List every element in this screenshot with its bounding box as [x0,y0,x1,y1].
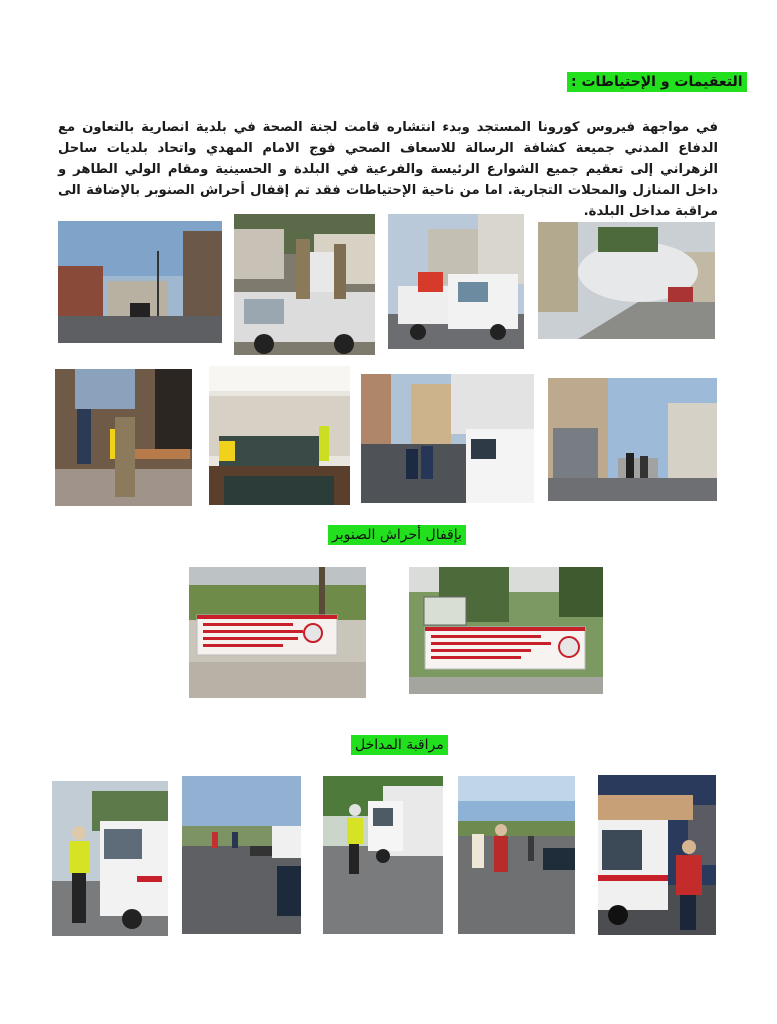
photo-truck-spraying-1 [234,214,375,355]
photo-street-van [361,374,534,503]
heading-measures: التعقيمات و الإحتياطات : [567,72,747,92]
photo-truck-spraying-2 [388,214,524,349]
photo-street-1 [58,221,222,343]
photo-checkpoint-3 [323,776,443,934]
photo-spraying-hall-entrance [55,369,192,506]
photo-checkpoint-2 [182,776,301,934]
photo-checkpoint-1 [52,781,168,936]
photo-checkpoint-5 [598,775,716,935]
body-paragraph: في مواجهة فيروس كورونا المستجد وبدء انتشاره قامت لجنة الصحة في بلدية انصارية بالتعاون مع الدفاع المدني جميعة كشافة الرسالة للاسعاف الصحي فوج الامام المهدي واتحاد بلديات ساحل الزهراني إلى تعقيم جميع الشوارع الرئيسة والفرعية في البلدة و الحسينية ومقام الولي الطاهر و داخل المنازل والمحلات التجارية. اما من ناحية الإحتياطات فقد تم إقفال أحراش الصنوبر بالإضافة الى مراقبة مداخل البلدة. [58,120,718,219]
heading-pine-closure: بإقفال أحراش الصنوبر [328,525,466,545]
heading-entrances: مراقبة المداخل [351,735,448,755]
photo-street-shops [548,378,717,501]
photo-fogging-street [538,222,715,339]
photo-hall-interior [209,366,350,505]
photo-banner-2 [409,567,603,694]
photo-banner-1 [189,567,366,698]
photo-checkpoint-4 [458,776,575,934]
